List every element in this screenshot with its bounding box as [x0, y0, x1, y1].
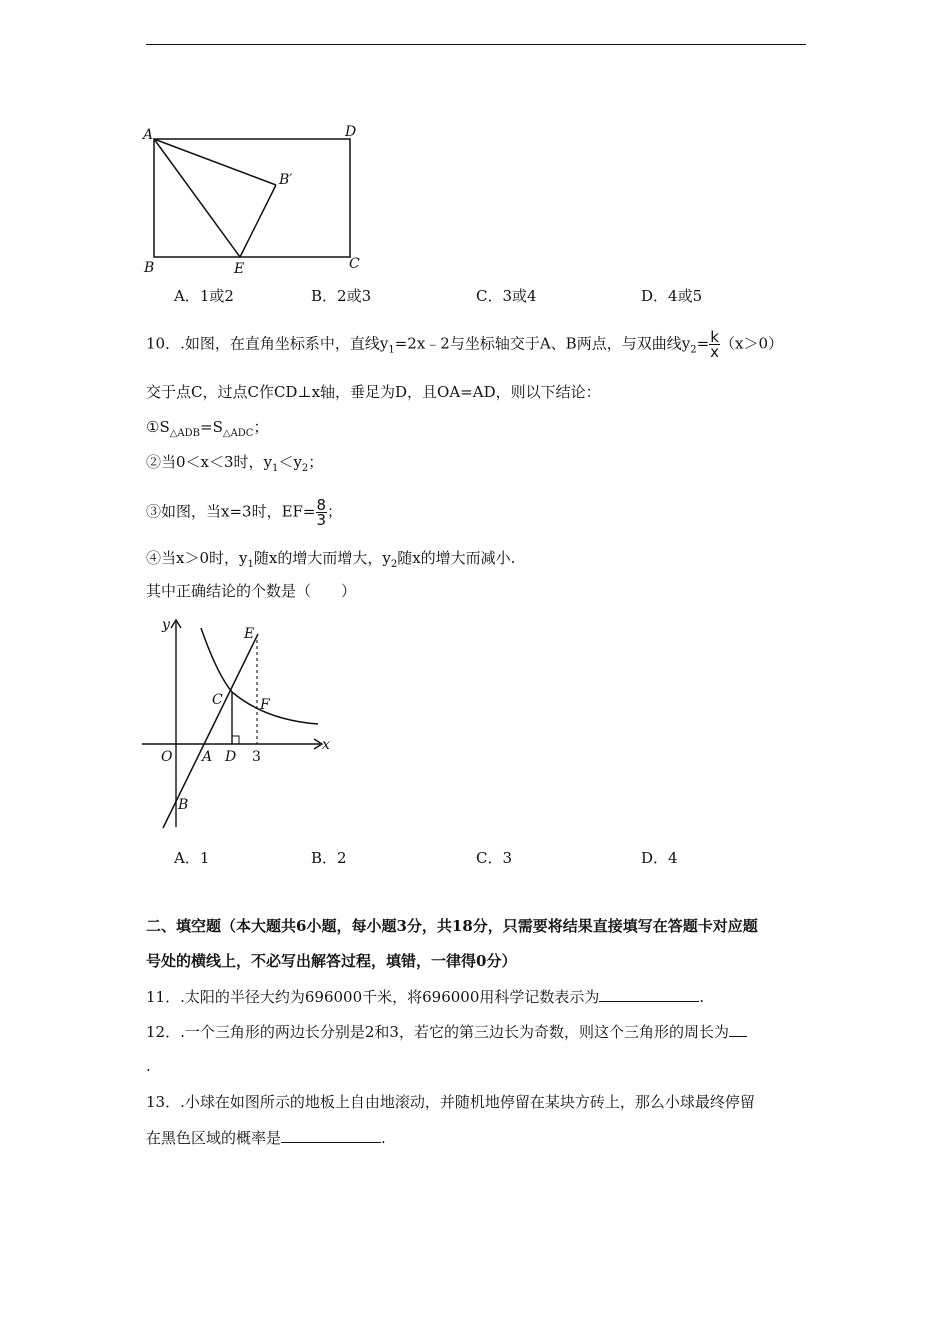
label-a: A: [202, 749, 213, 765]
segment-ae: [154, 139, 240, 257]
q9-option-c: C．3或4: [476, 287, 537, 305]
q13-line-2: [146, 1128, 386, 1148]
s2-lt: ＜: [278, 453, 294, 471]
q9-option-d: D．4或5: [641, 287, 703, 305]
label-y: y: [162, 617, 170, 633]
label-e: E: [244, 626, 255, 642]
s4-mid: 随x的增大而增大，: [253, 549, 383, 567]
q10-question: 其中正确结论的个数是（ ）: [146, 582, 357, 600]
q10-statement-1: [146, 417, 268, 444]
s2-y1-sub: 1: [272, 463, 279, 474]
label-e: E: [234, 261, 245, 277]
label-b: B: [178, 797, 189, 813]
q10-option-a: A．1: [174, 849, 210, 867]
q12: [146, 1022, 747, 1042]
q13-end: .: [381, 1129, 386, 1147]
label-b-prime: B′: [279, 172, 293, 188]
s3-end: ；: [327, 502, 343, 521]
q10-option-c: C．3: [476, 849, 513, 867]
label-o: O: [161, 749, 173, 765]
s1-sub2: △ADC: [222, 428, 254, 439]
label-f: F: [260, 697, 270, 713]
segment-ab-prime: [154, 139, 276, 185]
s1-eq: =S: [200, 418, 223, 436]
segment-b-prime-e: [240, 185, 276, 257]
q11-text: 11．.太阳的半径大约为696000千米，将696000用科学记数表示为: [146, 988, 600, 1006]
s2-y2-sub: 2: [301, 463, 309, 474]
q10-line-1: [146, 330, 783, 361]
fraction-8: 8: [316, 496, 327, 514]
q13-text: 在黑色区域的概率是: [146, 1129, 282, 1147]
section-2-title-line-1: 二、填空题（本大题共6小题，每小题3分，共18分，只需要将结果直接填写在答题卡对应题: [146, 917, 758, 935]
s4-end: 随x的增大而减小.: [397, 549, 516, 567]
q10-option-b: B．2: [311, 849, 347, 867]
q10-y1-sub: 1: [388, 344, 395, 356]
figure-q9-rectangle: [130, 118, 380, 280]
q10-y2-sub: 2: [690, 344, 697, 356]
s1-sub1: △ADB: [169, 428, 201, 439]
s2-text: ②当0＜x＜3时，: [146, 453, 264, 471]
q12-end: .: [146, 1057, 151, 1075]
figure-q10-coordinate-plane: [140, 612, 340, 834]
s4-y2-sub: 2: [390, 559, 398, 570]
s4-y1-sub: 1: [247, 559, 254, 570]
label-d: D: [225, 749, 237, 765]
s4-y2: y: [382, 549, 391, 567]
q12-answer-blank[interactable]: [729, 1022, 747, 1037]
q10-line-eq: =2x﹣2与坐标轴交于A、B两点，与双曲线: [394, 334, 682, 353]
label-3: 3: [252, 749, 261, 765]
label-d: D: [345, 124, 357, 140]
fraction-8-over-3: [316, 498, 328, 527]
s2-y1: y: [263, 453, 273, 471]
q10-y2: y: [681, 334, 691, 353]
q10-line-2: 交于点C，过点C作CD⊥x轴，垂足为D，且OA=AD，则以下结论：: [146, 383, 601, 401]
q10-intro: 10．.如图，在直角坐标系中，直线: [146, 334, 380, 353]
s4-y1: y: [239, 549, 248, 567]
s2-end: ；: [308, 453, 324, 471]
q10-eq: =: [696, 334, 710, 353]
header-rule: [146, 44, 806, 45]
q12-text: 12．.一个三角形的两边长分别是2和3，若它的第三边长为奇数，则这个三角形的周长为: [146, 1023, 729, 1041]
s1-end: ；: [253, 418, 269, 436]
label-c: C: [349, 256, 360, 272]
q10-condition: （x＞0）: [720, 334, 784, 353]
label-x: x: [322, 737, 330, 753]
fraction-k-over-x: [709, 330, 720, 359]
q10-statement-3: [146, 498, 342, 527]
label-a: A: [143, 127, 154, 143]
fraction-numerator: k: [710, 328, 719, 346]
right-angle-mark: [232, 736, 239, 744]
q9-option-b: B．2或3: [311, 287, 372, 305]
q13-line-1: 13．.小球在如图所示的地板上自由地滚动，并随机地停留在某块方砖上，那么小球最终停留: [146, 1093, 755, 1111]
q11-end: .: [699, 988, 705, 1006]
s2-y2: y: [293, 453, 302, 471]
fraction-denominator: x: [710, 343, 720, 361]
q10-statement-2: [146, 452, 323, 479]
q13-answer-blank[interactable]: [281, 1128, 381, 1143]
fraction-3: 3: [316, 511, 327, 529]
s1-s: S: [159, 418, 170, 436]
q10-y1: y: [379, 334, 389, 353]
q11-answer-blank[interactable]: [599, 987, 699, 1002]
q10-option-d: D．4: [641, 849, 678, 867]
q9-option-a: A．1或2: [174, 287, 234, 305]
s3-text: ③如图，当x=3时，EF=: [146, 502, 316, 521]
rectangle-abcd: [154, 139, 350, 257]
q10-statement-4: [146, 548, 515, 575]
s4-text: ④当x＞0时，: [146, 549, 240, 567]
label-b: B: [144, 260, 155, 276]
q11: [146, 987, 704, 1007]
label-c: C: [212, 692, 223, 708]
s1-marker: ①: [146, 418, 160, 436]
section-2-title-line-2: 号处的横线上，不必写出解答过程，填错，一律得0分）: [146, 952, 517, 970]
